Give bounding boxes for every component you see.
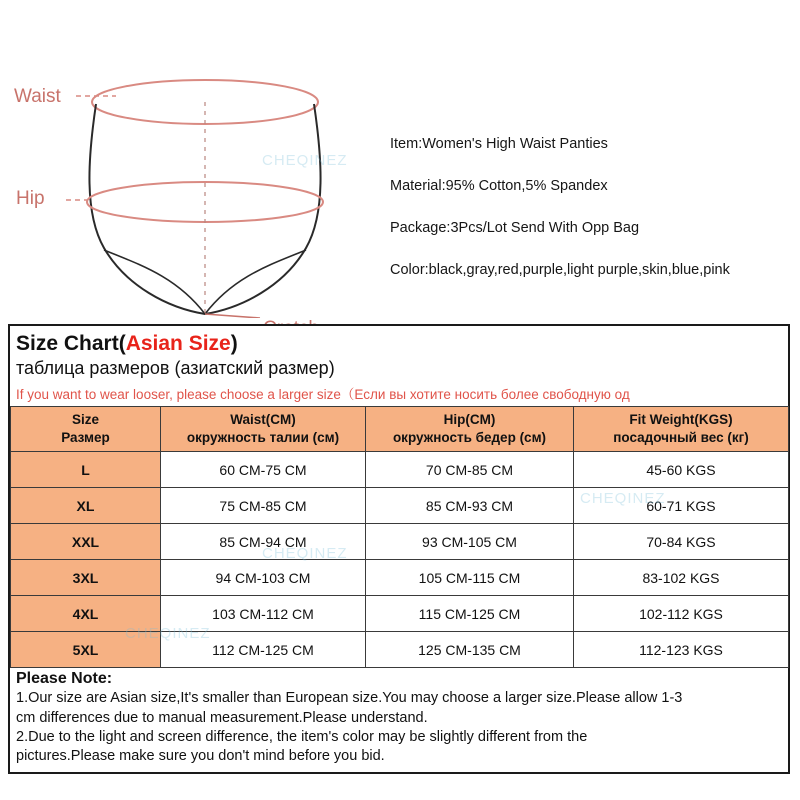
cell-hip: 105 CM-115 CM <box>366 560 574 596</box>
please-note-title: Please Note: <box>16 670 113 688</box>
cell-fit: 83-102 KGS <box>574 560 789 596</box>
table-row <box>11 560 789 596</box>
table-row <box>11 488 789 524</box>
cell-hip: 93 CM-105 CM <box>366 524 574 560</box>
cell-waist: 85 CM-94 CM <box>161 524 366 560</box>
cell-waist: 112 CM-125 CM <box>161 632 366 668</box>
product-info-material: Material:95% Cotton,5% Spandex <box>390 178 608 194</box>
product-overview <box>8 18 792 318</box>
header-size <box>11 407 161 452</box>
cell-size: 4XL <box>11 596 161 632</box>
cell-waist: 103 CM-112 CM <box>161 596 366 632</box>
header-fit-weight <box>574 407 789 452</box>
please-note-line: cm differences due to manual measurement.Please understand. <box>16 709 428 726</box>
cell-fit: 102-112 KGS <box>574 596 789 632</box>
cell-fit: 112-123 KGS <box>574 632 789 668</box>
cell-fit: 45-60 KGS <box>574 452 789 488</box>
size-chart-box <box>8 324 790 774</box>
watermark: CHEQINEZ <box>262 545 348 562</box>
cell-fit: 60-71 KGS <box>574 488 789 524</box>
please-note-line: pictures.Please make sure you don't mind before you bid. <box>16 747 385 764</box>
header-size-en: Size <box>71 412 99 427</box>
cell-hip: 85 CM-93 CM <box>366 488 574 524</box>
header-fit-ru: посадочный вес (кг) <box>613 430 749 446</box>
size-chart-title-close: ) <box>230 332 238 355</box>
size-chart-note: If you want to wear looser, please choose a larger size（Если вы хотите носить более свободную од <box>16 387 630 402</box>
table-row <box>11 524 789 560</box>
product-info-color: Color:black,gray,red,purple,light purple,skin,blue,pink <box>390 262 730 278</box>
cell-hip: 125 CM-135 CM <box>366 632 574 668</box>
panty-measurement-diagram <box>8 18 388 318</box>
header-hip <box>366 407 574 452</box>
cell-size: XL <box>11 488 161 524</box>
please-note-section <box>10 668 788 772</box>
cell-hip: 115 CM-125 CM <box>366 596 574 632</box>
watermark: CHEQINEZ <box>262 152 348 169</box>
cell-waist: 60 CM-75 CM <box>161 452 366 488</box>
cell-size: XXL <box>11 524 161 560</box>
table-row <box>11 596 789 632</box>
size-table <box>10 406 789 668</box>
size-chart-subtitle: таблица размеров (азиатский размер) <box>16 358 335 378</box>
product-info-list <box>390 136 790 304</box>
cell-fit: 70-84 KGS <box>574 524 789 560</box>
header-waist-ru: окружность талии (см) <box>186 430 340 446</box>
header-fit-en: Fit Weight(KGS) <box>629 412 733 427</box>
size-chart-title <box>10 326 788 356</box>
cell-size: L <box>11 452 161 488</box>
header-size-ru: Размер <box>61 430 110 446</box>
table-row <box>11 632 789 668</box>
cell-size: 3XL <box>11 560 161 596</box>
cell-hip: 70 CM-85 CM <box>366 452 574 488</box>
label-hip: Hip <box>16 188 45 209</box>
table-header-row <box>11 407 789 452</box>
size-chart-title-accent: Asian Size <box>125 332 231 355</box>
cell-waist: 94 CM-103 CM <box>161 560 366 596</box>
product-info-item: Item:Women's High Waist Panties <box>390 136 608 152</box>
label-waist: Waist <box>14 86 61 107</box>
table-row <box>11 452 789 488</box>
product-info-package: Package:3Pcs/Lot Send With Opp Bag <box>390 220 640 236</box>
size-chart-title-main: Size Chart( <box>16 332 126 355</box>
watermark: CHEQINEZ <box>125 625 211 642</box>
please-note-line: 2.Due to the light and screen difference, the item's color may be slightly different from the <box>16 728 588 745</box>
header-waist <box>161 407 366 452</box>
please-note-line: 1.Our size are Asian size,It's smaller than European size.You may choose a larger size.Please allow 1-3 <box>16 690 683 707</box>
header-waist-en: Waist(CM) <box>230 412 296 427</box>
panty-outline-svg <box>8 18 388 318</box>
cell-waist: 75 CM-85 CM <box>161 488 366 524</box>
watermark: CHEQINEZ <box>580 490 666 507</box>
header-hip-ru: окружность бедер (см) <box>392 430 547 446</box>
cell-size: 5XL <box>11 632 161 668</box>
header-hip-en: Hip(CM) <box>443 412 496 427</box>
